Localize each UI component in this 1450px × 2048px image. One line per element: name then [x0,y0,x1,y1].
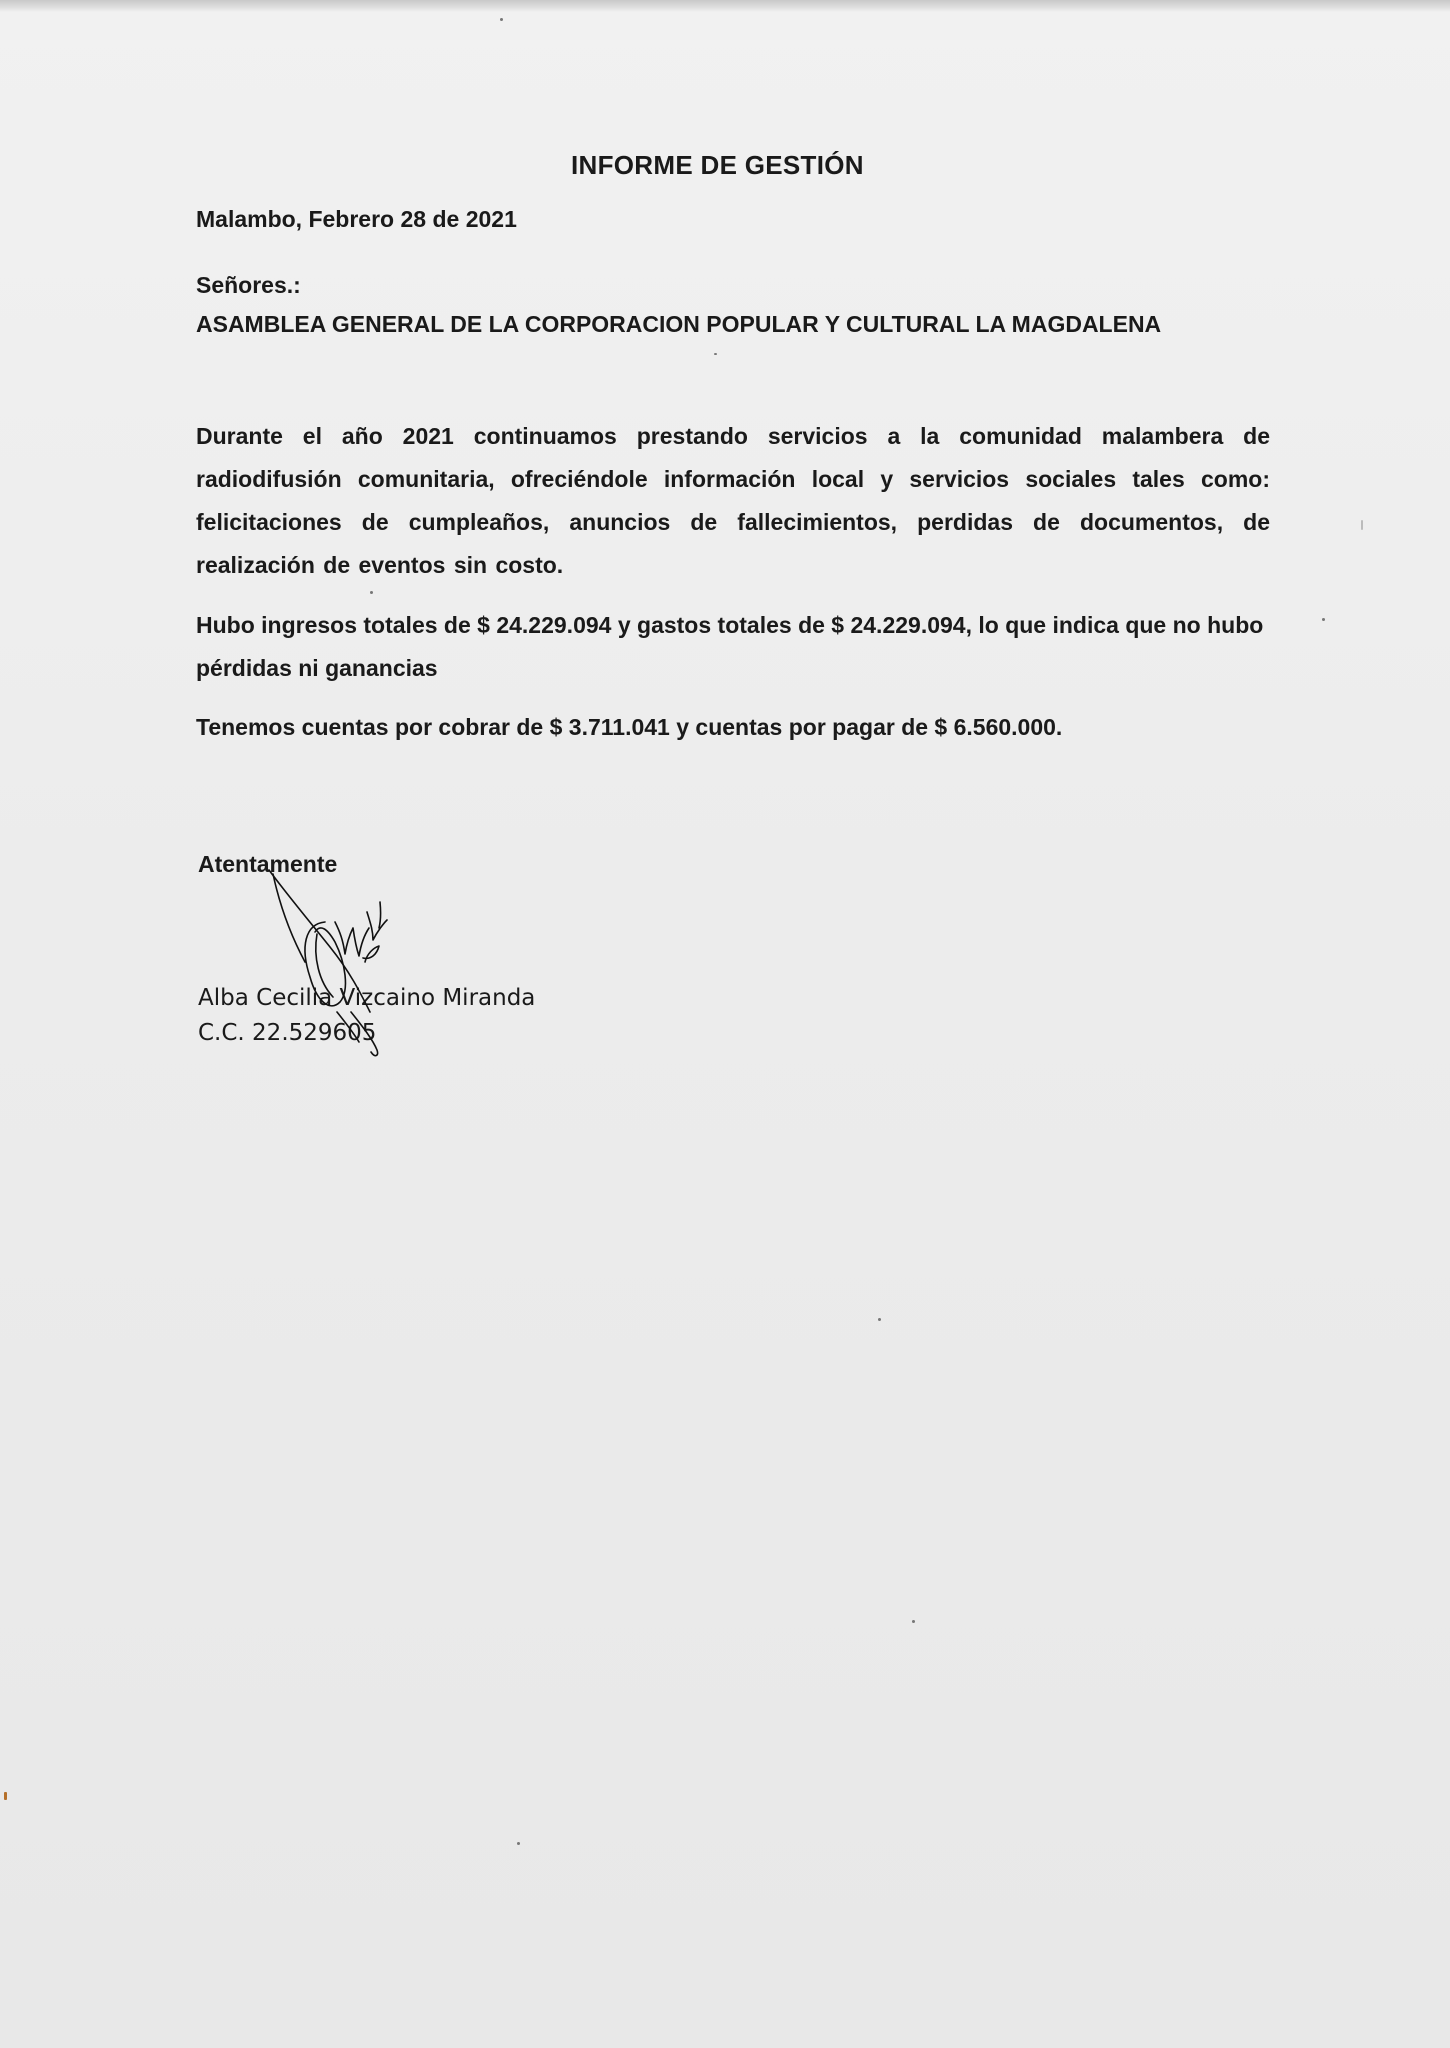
recipient: ASAMBLEA GENERAL DE LA CORPORACION POPULAR Y CULTURAL LA MAGDALENA [196,311,1162,337]
place-date: Malambo, Febrero 28 de 2021 [196,206,517,232]
document-title: INFORME DE GESTIÓN [571,150,864,180]
scan-speck [4,1792,7,1800]
scan-speck [878,1318,881,1321]
paragraph-services: Durante el año 2021 continuamos prestando servicios a la comunidad malambera de radiodifusión comunitaria, ofreciéndole información local y servicios sociales tales como: felicitaciones de cumpleaños, anuncios de fallecimientos, perdidas de documentos, de realización de eventos sin costo. [196,423,1270,578]
closing: Atentamente [198,851,338,877]
scan-speck [500,18,503,21]
signer-id: C.C. 22.529605 [198,1020,377,1046]
scan-speck [912,1620,915,1623]
paragraph-accounts: Tenemos cuentas por cobrar de $ 3.711.041 y cuentas por pagar de $ 6.560.000. [196,714,1063,740]
scan-edge [0,0,1450,12]
scan-speck [1361,520,1363,530]
salutation: Señores.: [196,272,301,298]
signer-name: Alba Cecilia Vizcaino Miranda [198,985,536,1011]
scan-speck [714,353,717,355]
scan-speck [1322,618,1325,621]
scan-speck [517,1842,520,1845]
paragraph-income-expenses: Hubo ingresos totales de $ 24.229.094 y gastos totales de $ 24.229.094, lo que indica que no hubo pérdidas ni ganancias [196,612,1264,681]
scan-speck [370,591,373,594]
